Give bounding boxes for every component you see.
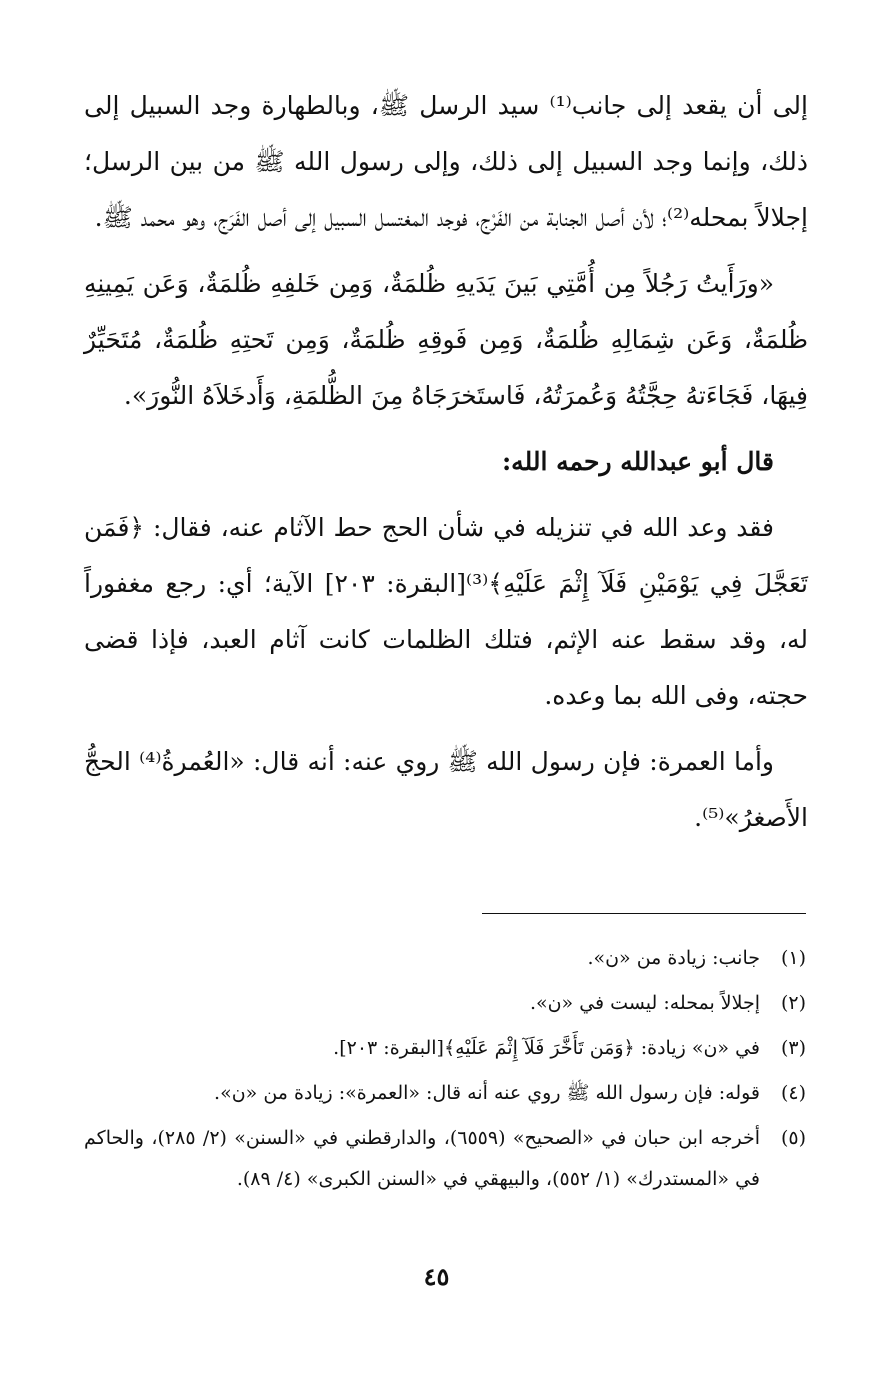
footnote-text: في «ن» زيادة: ﴿وَمَن تَأَخَّرَ فَلَآ إِثْمَ عَلَيْهِ﴾[البقرة: ٢٠٣]. [333,1037,760,1059]
footnote-item [84,938,806,979]
paragraph: إلى أن يقعد إلى جانب⁽¹⁾ سيد الرسل ﷺ، وبالطهارة وجد السبيل إلى ذلك، وإنما وجد السبيل إلى ذلك، وإلى رسول الله ﷺ من بين الرسل؛ إجلالاً بمحله⁽²⁾؛ لأن أصل الجنابة من الفَرْج، فوجد المغتسل السبيل إلى أصل الفَرَج، وهو محمد ﷺ. [84,91,808,232]
footnotes [84,938,806,1204]
footnote-number: (٣) [780,1037,806,1059]
footnote-number: (٢) [780,992,806,1014]
footnote-number: (١) [780,947,806,969]
main-text [84,78,808,846]
footnote-text: قوله: فإن رسول الله ﷺ روي عنه أنه قال: «العمرة»: زيادة من «ن». [214,1082,760,1104]
footnote-text: أخرجه ابن حبان في «الصحيح» (٦٥٥٩)، والدارقطني في «السنن» (٢/ ٢٨٥)، والحاكم في «المستدرك» (١/ ٥٥٢)، والبيهقي في «السنن الكبرى» (٤/ ٨٩). [84,1127,760,1190]
paragraph: وأما العمرة: فإن رسول الله ﷺ روي عنه: أنه قال: «العُمرةُ⁽⁴⁾ الحجُّ الأَصغرُ»⁽⁵⁾. [84,747,808,832]
hadith-paragraph: «ورَأَيتُ رَجُلاً مِن أُمَّتِي بَينَ يَدَيهِ ظُلمَةٌ، وَمِن خَلفِهِ ظُلمَةٌ، وَعَن يَمِينِهِ ظُلمَةٌ، وَعَن شِمَالِهِ ظُلمَةٌ، وَمِن فَوقِهِ ظُلمَةٌ، وَمِن تَحتِهِ ظُلمَةٌ، مُتَحَيِّرٌ فِيهَا، فَجَاءَتهُ حِجَّتُهُ وَعُمرَتُهُ، فَاستَخرَجَاهُ مِنَ الظُّلمَةِ، وَأَدخَلاَهُ النُّورَ». [84,269,808,410]
footnote-item [84,1118,806,1200]
footnote-divider [482,913,806,914]
footnote-number: (٤) [780,1082,806,1104]
footnote-item [84,1073,806,1114]
footnote-item [84,1028,806,1069]
paragraph: فقد وعد الله في تنزيله في شأن الحج حط الآثام عنه، فقال: ﴿فَمَن تَعَجَّلَ فِي يَوْمَيْنِ فَلَآ إِثْمَ عَلَيْهِ﴾⁽³⁾[البقرة: ٢٠٣] الآية؛ أي: رجع مغفوراً له، وقد سقط عنه الإثم، فتلك الظلمات كانت آثام العبد، فإذا قضى حجته، وفى الله بما وعده. [84,513,808,710]
footnote-text: إجلالاً بمحله: ليست في «ن». [529,992,760,1014]
footnote-text: جانب: زيادة من «ن». [587,947,760,969]
section-heading: قال أبو عبدالله رحمه الله: [501,447,774,476]
page-number: ٤٥ [423,1262,450,1291]
footnote-number: (٥) [780,1127,806,1149]
footnote-item [84,983,806,1024]
